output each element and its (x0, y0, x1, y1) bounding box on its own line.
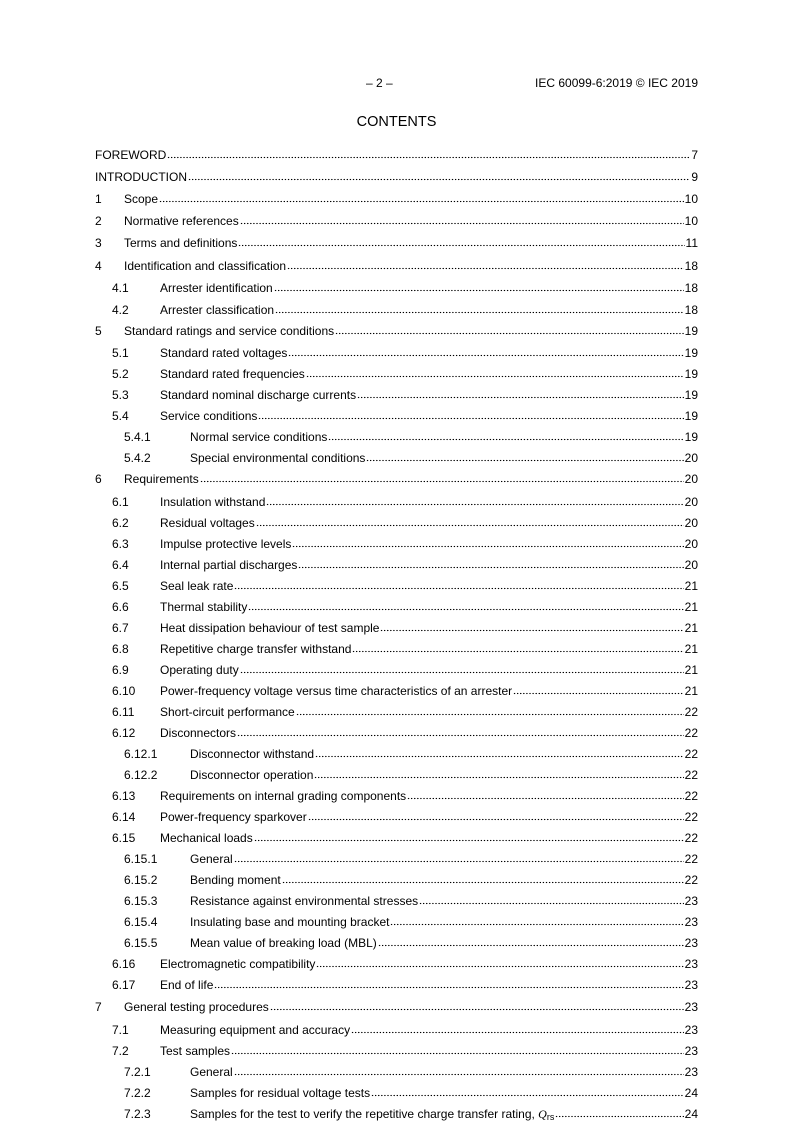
toc-entry-title: General (190, 1065, 233, 1079)
toc-entry-title: Thermal stability (160, 600, 248, 614)
toc-entry-page: 18 (684, 281, 698, 295)
toc-entry-page: 10 (684, 192, 698, 206)
toc-entry-page: 22 (684, 831, 698, 845)
toc-entry-page: 23 (684, 1065, 698, 1079)
toc-entry-number: 6.7 (112, 621, 129, 635)
toc-entry-number: 6.14 (112, 810, 136, 824)
toc-entry-title: Terms and definitions (124, 236, 238, 250)
toc-entry-number: 5 (95, 324, 102, 338)
toc-entry-title: Residual voltages (160, 516, 255, 530)
toc-entry-page: 20 (684, 558, 698, 572)
toc-entry-page: 7 (691, 148, 698, 162)
toc-entry[interactable] (95, 167, 698, 185)
toc-entry-number: 6.12.1 (124, 747, 158, 761)
toc-entry[interactable] (95, 1041, 698, 1059)
dot-leader (240, 211, 684, 225)
dot-leader (275, 300, 684, 314)
toc-entry-title: Standard ratings and service conditions (124, 324, 335, 338)
toc-entry[interactable] (95, 849, 698, 867)
toc-entry-page: 21 (684, 663, 698, 677)
toc-entry[interactable] (95, 639, 698, 657)
toc-entry[interactable] (95, 597, 698, 615)
toc-entry-number: 7.2 (112, 1044, 129, 1058)
toc-entry-page: 22 (684, 789, 698, 803)
toc-entry-title: Standard nominal discharge currents (160, 388, 357, 402)
dot-leader (234, 576, 683, 590)
toc-entry-title: Arrester classification (160, 303, 275, 317)
toc-entry[interactable] (95, 492, 698, 510)
toc-entry-title: Repetitive charge transfer withstand (160, 642, 352, 656)
dot-leader (256, 513, 684, 527)
dot-leader (159, 189, 684, 203)
toc-entry[interactable] (95, 343, 698, 361)
toc-entry-page: 22 (684, 747, 698, 761)
toc-entry-number: 3 (95, 236, 102, 250)
toc-entry[interactable] (95, 427, 698, 445)
dot-leader (328, 427, 683, 441)
toc-entry[interactable] (95, 1020, 698, 1038)
toc-entry-page: 19 (684, 409, 698, 423)
toc-entry-title: Operating duty (160, 663, 239, 677)
toc-entry-title: End of life (160, 978, 214, 992)
toc-entry-title: General testing procedures (124, 1000, 269, 1014)
toc-entry-page: 22 (684, 768, 698, 782)
toc-entry-title: Internal partial discharges (160, 558, 298, 572)
toc-entry[interactable] (95, 702, 698, 720)
toc-entry[interactable] (95, 321, 698, 339)
toc-entry-number: 7.2.3 (124, 1107, 151, 1121)
toc-entry-title: Standard rated voltages (160, 346, 288, 360)
toc-entry-page: 19 (684, 430, 698, 444)
toc-entry-page: 23 (684, 1044, 698, 1058)
dot-leader (292, 534, 683, 548)
toc-entry-number: 6.11 (112, 705, 135, 719)
dot-leader (555, 1104, 683, 1118)
toc-entry-page: 22 (684, 810, 698, 824)
toc-entry[interactable] (95, 278, 698, 296)
toc-entry-number: 7.2.1 (124, 1065, 151, 1079)
toc-entry-page: 24 (684, 1086, 698, 1100)
toc-entry[interactable] (95, 933, 698, 951)
toc-entry[interactable] (95, 870, 698, 888)
toc-entry[interactable] (95, 256, 698, 274)
toc-entry-page: 21 (684, 600, 698, 614)
toc-entry[interactable] (95, 954, 698, 972)
toc-entry[interactable] (95, 211, 698, 229)
dot-leader (258, 406, 683, 420)
toc-entry[interactable] (95, 660, 698, 678)
dot-leader (282, 870, 684, 884)
toc-entry-title: Test samples (160, 1044, 231, 1058)
toc-entry[interactable] (95, 975, 698, 993)
toc-entry-page: 23 (684, 936, 698, 950)
toc-entry[interactable] (95, 828, 698, 846)
toc-entry-title: Arrester identification (160, 281, 273, 295)
dot-leader (248, 597, 683, 611)
toc-entry-title: Impulse protective levels (160, 537, 292, 551)
toc-entry-title: Insulation withstand (160, 495, 266, 509)
toc-entry-number: 6.3 (112, 537, 129, 551)
toc-entry-number: 6.15.1 (124, 852, 158, 866)
toc-entry-page: 23 (684, 957, 698, 971)
toc-entry-title: Electromagnetic compatibility (160, 957, 316, 971)
toc-entry-title: Service conditions (160, 409, 258, 423)
document-reference: IEC 60099-6:2019 © IEC 2019 (535, 76, 698, 90)
toc-entry-title: Short-circuit performance (160, 705, 295, 719)
dot-leader (254, 828, 684, 842)
toc-entry-title: Identification and classification (124, 259, 287, 273)
toc-entry-title: FOREWORD (95, 148, 167, 162)
toc-entry-page: 23 (684, 1023, 698, 1037)
toc-entry-title: Scope (124, 192, 159, 206)
dot-leader (315, 744, 684, 758)
toc-entry-title: Requirements on internal grading components (160, 789, 407, 803)
toc-entry-number: 6.1 (112, 495, 129, 509)
toc-entry-page: 19 (684, 324, 698, 338)
toc-entry[interactable] (95, 723, 698, 741)
toc-entry-number: 4.1 (112, 281, 129, 295)
dot-leader (234, 849, 684, 863)
page-number: – 2 – (366, 76, 393, 90)
dot-leader (306, 364, 684, 378)
toc-entry-page: 21 (684, 684, 698, 698)
dot-leader (351, 1020, 684, 1034)
toc-entry-page: 11 (685, 236, 698, 250)
toc-entry-title: Mechanical loads (160, 831, 253, 845)
toc-entry-number: 7 (95, 1000, 102, 1014)
toc-entry[interactable] (95, 786, 698, 804)
dot-leader (298, 555, 683, 569)
toc-entry-number: 2 (95, 214, 102, 228)
toc-entry-number: 4 (95, 259, 102, 273)
toc-entry-title: Normative references (124, 214, 239, 228)
toc-entry-page: 21 (684, 621, 698, 635)
dot-leader (357, 385, 684, 399)
toc-entry[interactable] (95, 681, 698, 699)
toc-entry-number: 4.2 (112, 303, 129, 317)
toc-entry[interactable] (95, 1104, 698, 1123)
toc-entry-number: 5.4.2 (124, 451, 151, 465)
dot-leader (352, 639, 683, 653)
toc-entry-number: 7.2.2 (124, 1086, 151, 1100)
toc-entry-title: Requirements (124, 472, 199, 486)
dot-leader (513, 681, 683, 695)
toc-entry-page: 19 (684, 367, 698, 381)
toc-entry[interactable] (95, 469, 698, 487)
dot-leader (296, 702, 684, 716)
dot-leader (214, 975, 683, 989)
toc-entry-title: Insulating base and mounting bracket (190, 915, 390, 929)
toc-entry[interactable] (95, 406, 698, 424)
dot-leader (390, 912, 683, 926)
toc-entry-number: 5.2 (112, 367, 129, 381)
toc-entry-number: 1 (95, 192, 102, 206)
charge-symbol: Q (538, 1107, 547, 1121)
toc-entry[interactable] (95, 233, 698, 251)
toc-entry-number: 6.16 (112, 957, 136, 971)
toc-entry-title: Power-frequency voltage versus time characteristics of an arrester (160, 684, 513, 698)
dot-leader (314, 765, 683, 779)
toc-entry-page: 22 (684, 873, 698, 887)
toc-entry-page: 23 (684, 978, 698, 992)
dot-leader (270, 997, 684, 1011)
toc-entry-number: 6.15.4 (124, 915, 158, 929)
dot-leader (308, 807, 684, 821)
toc-entry-page: 22 (684, 726, 698, 740)
toc-entry-number: 6.6 (112, 600, 129, 614)
toc-entry[interactable] (95, 807, 698, 825)
contents-heading: CONTENTS (356, 114, 437, 130)
toc-entry-page: 23 (684, 894, 698, 908)
toc-entry-page: 21 (684, 642, 698, 656)
dot-leader (200, 469, 684, 483)
toc-entry-page: 23 (684, 915, 698, 929)
toc-entry-page: 22 (684, 705, 698, 719)
toc-entry-number: 6.15.2 (124, 873, 158, 887)
toc-entry[interactable] (95, 997, 698, 1015)
dot-leader (234, 1062, 684, 1076)
toc-entry-number: 5.3 (112, 388, 129, 402)
toc-entry-page: 20 (684, 495, 698, 509)
toc-entry-page: 24 (684, 1107, 698, 1121)
toc-entry-title: Bending moment (190, 873, 281, 887)
toc-entry-title: Special environmental conditions (190, 451, 366, 465)
charge-symbol-subscript: rs (546, 1112, 555, 1122)
toc-entry-title: Standard rated frequencies (160, 367, 305, 381)
toc-entry-title: Disconnector withstand (190, 747, 315, 761)
toc-entry-page: 18 (684, 303, 698, 317)
toc-entry-title: Mean value of breaking load (MBL) (190, 936, 377, 950)
dot-leader (316, 954, 683, 968)
dot-leader (335, 321, 684, 335)
toc-entry-page: 21 (684, 579, 698, 593)
dot-leader (266, 492, 683, 506)
toc-entry-number: 6.10 (112, 684, 136, 698)
toc-entry-number: 6.8 (112, 642, 129, 656)
toc-entry-page: 22 (684, 852, 698, 866)
toc-entry-number: 6.12.2 (124, 768, 158, 782)
dot-leader (371, 1083, 684, 1097)
toc-entry-page: 19 (684, 346, 698, 360)
toc-entry[interactable] (95, 534, 698, 552)
dot-leader (380, 618, 683, 632)
toc-entry-number: 6.15.5 (124, 936, 158, 950)
toc-entry[interactable] (95, 145, 698, 163)
toc-entry[interactable] (95, 555, 698, 573)
toc-entry[interactable] (95, 385, 698, 403)
toc-entry-number: 6.15 (112, 831, 136, 845)
toc-entry-number: 6.2 (112, 516, 129, 530)
toc-entry[interactable] (95, 576, 698, 594)
table-of-contents (95, 145, 698, 1126)
toc-entry-page: 18 (684, 259, 698, 273)
toc-entry-number: 5.1 (112, 346, 129, 360)
dot-leader (287, 256, 684, 270)
toc-entry[interactable] (95, 189, 698, 207)
toc-entry-number: 6.17 (112, 978, 136, 992)
toc-entry-title: INTRODUCTION (95, 170, 187, 184)
toc-entry-number: 6.5 (112, 579, 129, 593)
toc-entry-number: 6.9 (112, 663, 129, 677)
toc-entry[interactable] (95, 912, 698, 930)
dot-leader (231, 1041, 684, 1055)
toc-entry[interactable] (95, 448, 698, 466)
toc-entry-title: Seal leak rate (160, 579, 234, 593)
toc-entry[interactable] (95, 364, 698, 382)
toc-entry-page: 23 (684, 1000, 698, 1014)
toc-entry-number: 5.4.1 (124, 430, 151, 444)
toc-entry-page: 10 (684, 214, 698, 228)
toc-entry[interactable] (95, 618, 698, 636)
toc-entry-title: Resistance against environmental stresses (190, 894, 419, 908)
toc-entry-number: 5.4 (112, 409, 129, 423)
dot-leader (240, 660, 684, 674)
dot-leader (237, 723, 684, 737)
toc-entry-title: Disconnectors (160, 726, 237, 740)
dot-leader (378, 933, 684, 947)
toc-entry-number: 6.12 (112, 726, 136, 740)
dot-leader (238, 233, 684, 247)
toc-entry-title: General (190, 852, 233, 866)
toc-entry-number: 6.13 (112, 789, 136, 803)
toc-entry-number: 6.15.3 (124, 894, 158, 908)
toc-entry-number: 6.4 (112, 558, 129, 572)
toc-entry-page: 20 (684, 516, 698, 530)
toc-entry-title: Samples for residual voltage tests (190, 1086, 371, 1100)
toc-entry-page: 9 (691, 170, 698, 184)
toc-entry-page: 20 (684, 537, 698, 551)
toc-entry-title: Power-frequency sparkover (160, 810, 307, 824)
toc-entry[interactable] (95, 891, 698, 909)
dot-leader (366, 448, 683, 462)
toc-entry[interactable] (95, 765, 698, 783)
toc-entry-page: 19 (684, 388, 698, 402)
toc-entry-title: Measuring equipment and accuracy (160, 1023, 351, 1037)
dot-leader (167, 145, 690, 159)
toc-entry[interactable] (95, 1083, 698, 1101)
toc-entry[interactable] (95, 513, 698, 531)
toc-entry[interactable] (95, 744, 698, 762)
toc-entry-number: 7.1 (112, 1023, 129, 1037)
toc-entry-title: Disconnector operation (190, 768, 314, 782)
toc-entry-title: Heat dissipation behaviour of test sample (160, 621, 380, 635)
dot-leader (407, 786, 683, 800)
toc-entry-page: 20 (684, 472, 698, 486)
toc-entry-number: 6 (95, 472, 102, 486)
dot-leader (288, 343, 683, 357)
toc-entry-title: Normal service conditions (190, 430, 328, 444)
toc-entry-page: 20 (684, 451, 698, 465)
dot-leader (188, 167, 690, 181)
dot-leader (419, 891, 684, 905)
toc-entry[interactable] (95, 1062, 698, 1080)
dot-leader (274, 278, 684, 292)
toc-entry-title: Samples for the test to verify the repetitive charge transfer rating, $Q_{rs}$ (190, 1107, 555, 1122)
toc-entry[interactable] (95, 300, 698, 318)
